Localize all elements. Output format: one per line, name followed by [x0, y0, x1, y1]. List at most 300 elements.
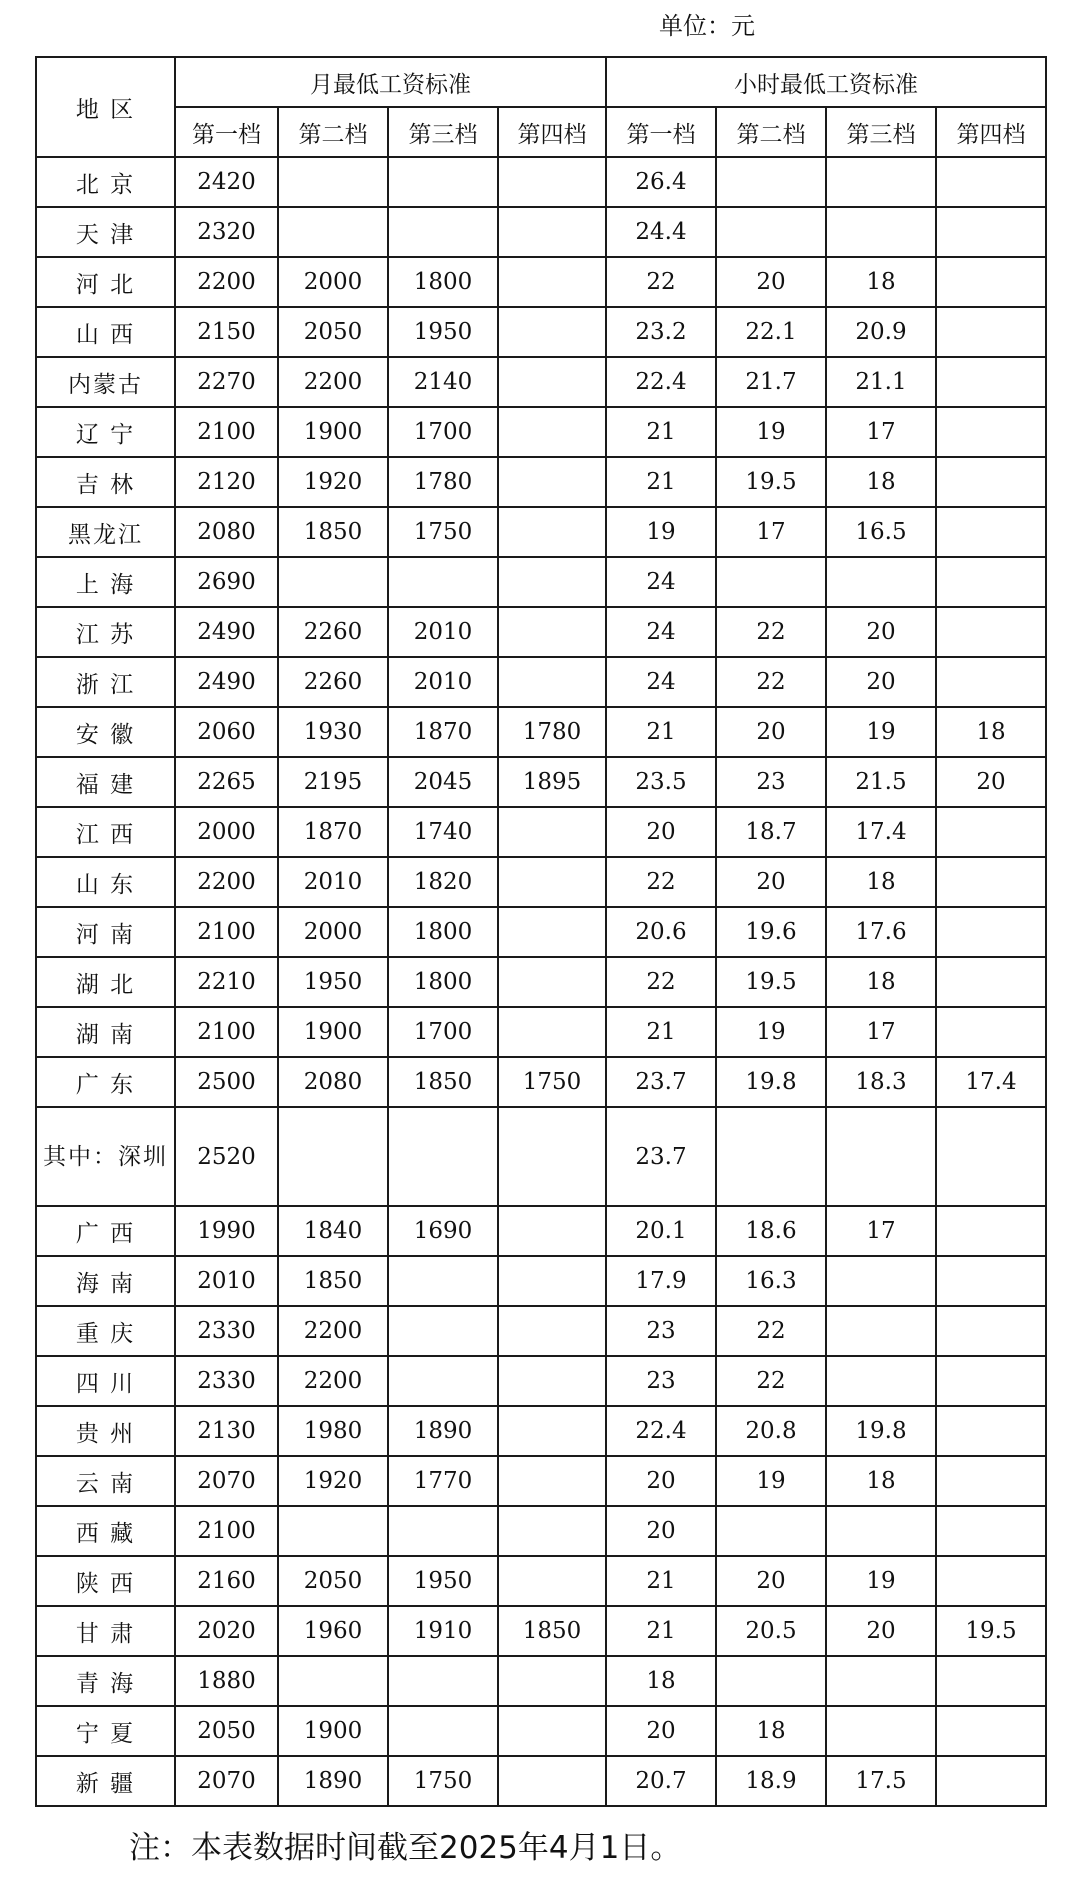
monthly-tier-1-cell: 2690 [175, 557, 278, 607]
hourly-tier-1-cell: 20.7 [606, 1756, 716, 1806]
hourly-tier-2-cell: 16.3 [716, 1256, 826, 1306]
table-row [36, 1556, 1046, 1606]
monthly-tier-2-cell [278, 1107, 388, 1206]
hourly-tier-3-cell: 20 [826, 657, 936, 707]
hourly-tier-3-cell: 17 [826, 1007, 936, 1057]
hourly-tier-2-cell: 18.9 [716, 1756, 826, 1806]
hourly-tier-2-cell: 19 [716, 407, 826, 457]
hourly-tier-2-cell: 20 [716, 707, 826, 757]
hourly-tier-1-cell: 22.4 [606, 1406, 716, 1456]
monthly-tier-3-cell [388, 1656, 498, 1706]
monthly-tier-3-cell: 1870 [388, 707, 498, 757]
hourly-tier-1-cell: 22 [606, 957, 716, 1007]
monthly-tier-2-cell: 1900 [278, 1706, 388, 1756]
hourly-tier-1-cell: 23 [606, 1306, 716, 1356]
hourly-tier-1-cell: 19 [606, 507, 716, 557]
hourly-tier-1-cell: 23.7 [606, 1057, 716, 1107]
monthly-tier-4-cell [498, 407, 606, 457]
hourly-tier-2-cell: 18.6 [716, 1206, 826, 1256]
region-cell: 四 川 [36, 1356, 175, 1406]
table-row [36, 257, 1046, 307]
monthly-tier-4-cell [498, 1406, 606, 1456]
hourly-tier-2-cell [716, 207, 826, 257]
table-row [36, 1057, 1046, 1107]
hourly-tier-4-cell [936, 657, 1046, 707]
monthly-tier-2-cell: 1960 [278, 1606, 388, 1656]
hourly-tier-4-cell [936, 1706, 1046, 1756]
hourly-tier-4-cell [936, 1406, 1046, 1456]
hourly-tier-1-cell: 21 [606, 407, 716, 457]
monthly-tier-2-cell: 2200 [278, 1356, 388, 1406]
monthly-tier-3-cell [388, 1356, 498, 1406]
monthly-tier-4-cell [498, 1506, 606, 1556]
monthly-tier-1-cell: 2160 [175, 1556, 278, 1606]
monthly-tier-2-cell: 2080 [278, 1057, 388, 1107]
hourly-tier-4-cell [936, 1756, 1046, 1806]
hourly-tier-3-cell: 21.5 [826, 757, 936, 807]
hourly-tier-4-cell: 18 [936, 707, 1046, 757]
hourly-tier-1-cell: 21 [606, 1556, 716, 1606]
region-cell: 湖 北 [36, 957, 175, 1007]
monthly-tier-3-cell: 1800 [388, 907, 498, 957]
hourly-tier-4-cell [936, 557, 1046, 607]
monthly-tier-4-cell [498, 257, 606, 307]
monthly-tier-3-cell: 1850 [388, 1057, 498, 1107]
table-row [36, 607, 1046, 657]
hourly-tier-4-cell [936, 457, 1046, 507]
monthly-tier-1-cell: 2330 [175, 1356, 278, 1406]
monthly-tier-3-cell [388, 1256, 498, 1306]
hourly-tier-1-cell: 20 [606, 1456, 716, 1506]
hourly-tier-4-cell: 20 [936, 757, 1046, 807]
hourly-tier-1-cell: 24 [606, 607, 716, 657]
monthly-tier-2-cell: 2000 [278, 907, 388, 957]
hourly-tier-2-cell: 19.5 [716, 457, 826, 507]
monthly-tier-3-cell: 1700 [388, 1007, 498, 1057]
hourly-tier-1-cell: 17.9 [606, 1256, 716, 1306]
monthly-tier-2-cell [278, 207, 388, 257]
hourly-tier-3-cell: 19 [826, 1556, 936, 1606]
region-header: 地 区 [36, 57, 175, 157]
monthly-tier-3-cell: 1800 [388, 257, 498, 307]
hourly-tier-1-cell: 20.1 [606, 1206, 716, 1256]
hourly-tier-3-cell: 21.1 [826, 357, 936, 407]
hourly-tier-2-cell: 17 [716, 507, 826, 557]
monthly-tier-4-cell [498, 807, 606, 857]
region-cell: 其中：深圳 [36, 1107, 175, 1206]
region-cell: 上 海 [36, 557, 175, 607]
hourly-tier-4-cell [936, 1256, 1046, 1306]
hourly-tier-2-cell: 20 [716, 257, 826, 307]
monthly-tier-1-cell: 1880 [175, 1656, 278, 1706]
hourly-tier-4-cell [936, 507, 1046, 557]
hourly-tier-3-cell: 18 [826, 957, 936, 1007]
monthly-tier-3-cell: 1770 [388, 1456, 498, 1506]
hourly-tier-2-cell: 22 [716, 657, 826, 707]
monthly-tier-1-cell: 2270 [175, 357, 278, 407]
region-cell: 山 西 [36, 307, 175, 357]
hourly-tier-1-cell: 20 [606, 1706, 716, 1756]
monthly-tier-2-cell [278, 157, 388, 207]
monthly-tier-2-cell: 2200 [278, 1306, 388, 1356]
monthly-tier-3-cell [388, 1706, 498, 1756]
hourly-tier-4-cell [936, 307, 1046, 357]
monthly-tier-4-cell [498, 157, 606, 207]
hourly-tier-1-cell: 22.4 [606, 357, 716, 407]
hourly-tier-3-cell: 18 [826, 457, 936, 507]
hourly-tier-1-cell: 23.2 [606, 307, 716, 357]
region-cell: 河 北 [36, 257, 175, 307]
monthly-tier-3-cell [388, 1506, 498, 1556]
hourly-tier-2-cell [716, 157, 826, 207]
table-row [36, 1206, 1046, 1256]
table-row [36, 407, 1046, 457]
monthly-tier-3-header: 第三档 [388, 107, 498, 157]
region-cell: 广 东 [36, 1057, 175, 1107]
hourly-tier-3-cell [826, 1306, 936, 1356]
monthly-tier-4-cell [498, 1256, 606, 1306]
monthly-tier-3-cell: 2045 [388, 757, 498, 807]
monthly-tier-1-cell: 2520 [175, 1107, 278, 1206]
monthly-tier-3-cell: 1700 [388, 407, 498, 457]
monthly-tier-1-cell: 2490 [175, 657, 278, 707]
monthly-tier-4-cell [498, 1206, 606, 1256]
monthly-tier-1-cell: 2100 [175, 907, 278, 957]
hourly-tier-2-cell [716, 1656, 826, 1706]
hourly-tier-2-cell: 19.8 [716, 1057, 826, 1107]
region-cell: 甘 肃 [36, 1606, 175, 1656]
monthly-tier-3-cell: 1800 [388, 957, 498, 1007]
hourly-tier-3-cell: 20 [826, 607, 936, 657]
monthly-tier-4-cell [498, 1107, 606, 1206]
monthly-tier-3-cell: 1750 [388, 1756, 498, 1806]
monthly-tier-2-cell: 1920 [278, 1456, 388, 1506]
monthly-tier-4-cell [498, 307, 606, 357]
hourly-tier-4-cell [936, 207, 1046, 257]
monthly-tier-2-cell: 1980 [278, 1406, 388, 1456]
hourly-tier-1-cell: 23.5 [606, 757, 716, 807]
monthly-tier-3-cell: 1750 [388, 507, 498, 557]
monthly-tier-2-cell: 1870 [278, 807, 388, 857]
monthly-tier-4-cell [498, 557, 606, 607]
monthly-tier-1-header: 第一档 [175, 107, 278, 157]
hourly-tier-2-cell: 20.8 [716, 1406, 826, 1456]
monthly-tier-4-cell [498, 657, 606, 707]
monthly-tier-1-cell: 2210 [175, 957, 278, 1007]
region-cell: 海 南 [36, 1256, 175, 1306]
hourly-tier-1-cell: 21 [606, 1606, 716, 1656]
hourly-tier-2-cell [716, 1506, 826, 1556]
hourly-tier-3-cell: 19.8 [826, 1406, 936, 1456]
hourly-tier-3-cell [826, 1356, 936, 1406]
monthly-tier-1-cell: 1990 [175, 1206, 278, 1256]
monthly-tier-3-cell [388, 157, 498, 207]
monthly-tier-4-cell [498, 507, 606, 557]
region-cell: 内蒙古 [36, 357, 175, 407]
region-cell: 江 西 [36, 807, 175, 857]
hourly-tier-1-cell: 22 [606, 857, 716, 907]
hourly-tier-4-cell [936, 1656, 1046, 1706]
table-row [36, 1706, 1046, 1756]
monthly-tier-2-cell: 1900 [278, 1007, 388, 1057]
monthly-tier-4-header: 第四档 [498, 107, 606, 157]
monthly-tier-2-cell: 2050 [278, 307, 388, 357]
hourly-tier-3-cell: 17.5 [826, 1756, 936, 1806]
hourly-tier-2-cell: 19.6 [716, 907, 826, 957]
region-cell: 重 庆 [36, 1306, 175, 1356]
monthly-tier-2-cell: 1920 [278, 457, 388, 507]
region-cell: 浙 江 [36, 657, 175, 707]
table-row [36, 1656, 1046, 1706]
monthly-tier-1-cell: 2050 [175, 1706, 278, 1756]
monthly-tier-2-cell [278, 1506, 388, 1556]
monthly-tier-1-cell: 2130 [175, 1406, 278, 1456]
monthly-tier-4-cell [498, 207, 606, 257]
monthly-tier-2-cell: 2200 [278, 357, 388, 407]
table-row [36, 457, 1046, 507]
table-row [36, 1356, 1046, 1406]
table-body [36, 157, 1046, 1806]
hourly-tier-3-cell [826, 207, 936, 257]
region-cell: 湖 南 [36, 1007, 175, 1057]
monthly-tier-3-cell [388, 1306, 498, 1356]
hourly-tier-1-cell: 24 [606, 657, 716, 707]
hourly-tier-4-cell [936, 907, 1046, 957]
hourly-tier-3-header: 第三档 [826, 107, 936, 157]
hourly-tier-2-cell: 19 [716, 1456, 826, 1506]
region-cell: 吉 林 [36, 457, 175, 507]
table-row [36, 707, 1046, 757]
monthly-tier-2-header: 第二档 [278, 107, 388, 157]
hourly-tier-3-cell: 17 [826, 1206, 936, 1256]
hourly-tier-3-cell [826, 1656, 936, 1706]
table-row [36, 907, 1046, 957]
table-row [36, 207, 1046, 257]
unit-label: 单位：元 [659, 12, 755, 40]
monthly-tier-1-cell: 2080 [175, 507, 278, 557]
monthly-tier-4-cell [498, 907, 606, 957]
header-row-groups [36, 57, 1046, 107]
hourly-tier-2-cell: 19 [716, 1007, 826, 1057]
hourly-tier-1-cell: 20 [606, 1506, 716, 1556]
region-cell: 辽 宁 [36, 407, 175, 457]
monthly-tier-2-cell [278, 1656, 388, 1706]
monthly-tier-1-cell: 2060 [175, 707, 278, 757]
hourly-tier-3-cell: 20.9 [826, 307, 936, 357]
monthly-tier-4-cell [498, 1007, 606, 1057]
monthly-tier-1-cell: 2100 [175, 407, 278, 457]
monthly-tier-3-cell: 1740 [388, 807, 498, 857]
monthly-tier-4-cell [498, 457, 606, 507]
monthly-tier-2-cell: 1930 [278, 707, 388, 757]
region-cell: 黑龙江 [36, 507, 175, 557]
monthly-tier-3-cell: 1910 [388, 1606, 498, 1656]
monthly-tier-3-cell: 1890 [388, 1406, 498, 1456]
hourly-tier-2-cell: 18 [716, 1706, 826, 1756]
monthly-tier-1-cell: 2150 [175, 307, 278, 357]
hourly-tier-3-cell [826, 1506, 936, 1556]
region-cell: 陕 西 [36, 1556, 175, 1606]
hourly-tier-4-cell [936, 857, 1046, 907]
hourly-tier-4-cell [936, 157, 1046, 207]
monthly-tier-3-cell: 2010 [388, 607, 498, 657]
table-row [36, 307, 1046, 357]
monthly-tier-3-cell [388, 1107, 498, 1206]
hourly-tier-2-cell: 22 [716, 1356, 826, 1406]
monthly-tier-3-cell: 1690 [388, 1206, 498, 1256]
monthly-tier-2-cell: 1840 [278, 1206, 388, 1256]
hourly-tier-4-cell [936, 1456, 1046, 1506]
monthly-tier-4-cell [498, 1756, 606, 1806]
monthly-tier-2-cell [278, 557, 388, 607]
region-cell: 广 西 [36, 1206, 175, 1256]
region-cell: 北 京 [36, 157, 175, 207]
monthly-tier-4-cell [498, 1706, 606, 1756]
monthly-tier-4-cell [498, 1356, 606, 1406]
monthly-tier-4-cell: 1850 [498, 1606, 606, 1656]
hourly-tier-3-cell: 18.3 [826, 1057, 936, 1107]
hourly-tier-3-cell: 17.6 [826, 907, 936, 957]
table-row [36, 1756, 1046, 1806]
table-row [36, 857, 1046, 907]
hourly-tier-2-cell: 20 [716, 857, 826, 907]
hourly-tier-3-cell: 18 [826, 1456, 936, 1506]
hourly-tier-1-cell: 24.4 [606, 207, 716, 257]
monthly-tier-3-cell: 1780 [388, 457, 498, 507]
hourly-tier-4-cell [936, 1107, 1046, 1206]
hourly-tier-3-cell [826, 157, 936, 207]
hourly-tier-4-cell: 17.4 [936, 1057, 1046, 1107]
monthly-tier-1-cell: 2265 [175, 757, 278, 807]
table-row [36, 657, 1046, 707]
footnote: 注：本表数据时间截至2025年4月1日。 [129, 1830, 682, 1866]
hourly-tier-3-cell [826, 1107, 936, 1206]
table-row [36, 507, 1046, 557]
hourly-tier-4-cell [936, 1556, 1046, 1606]
hourly-tier-2-cell: 22.1 [716, 307, 826, 357]
table-row [36, 1506, 1046, 1556]
table-row [36, 757, 1046, 807]
hourly-tier-1-cell: 21 [606, 707, 716, 757]
region-cell: 新 疆 [36, 1756, 175, 1806]
monthly-tier-3-cell [388, 557, 498, 607]
monthly-tier-1-cell: 2070 [175, 1756, 278, 1806]
monthly-tier-2-cell: 1850 [278, 1256, 388, 1306]
hourly-tier-4-cell [936, 807, 1046, 857]
hourly-tier-3-cell: 17 [826, 407, 936, 457]
region-cell: 天 津 [36, 207, 175, 257]
hourly-tier-2-cell: 23 [716, 757, 826, 807]
monthly-tier-2-cell: 2260 [278, 657, 388, 707]
monthly-tier-1-cell: 2000 [175, 807, 278, 857]
header-row-tiers [36, 107, 1046, 157]
monthly-tier-2-cell: 2000 [278, 257, 388, 307]
monthly-tier-4-cell [498, 1456, 606, 1506]
table-row [36, 357, 1046, 407]
hourly-tier-1-cell: 23.7 [606, 1107, 716, 1206]
hourly-tier-4-cell [936, 357, 1046, 407]
hourly-tier-4-cell [936, 957, 1046, 1007]
monthly-tier-2-cell: 1850 [278, 507, 388, 557]
monthly-tier-1-cell: 2010 [175, 1256, 278, 1306]
region-cell: 山 东 [36, 857, 175, 907]
monthly-tier-1-cell: 2420 [175, 157, 278, 207]
monthly-tier-4-cell [498, 357, 606, 407]
monthly-tier-4-cell [498, 1556, 606, 1606]
monthly-tier-4-cell [498, 957, 606, 1007]
monthly-tier-3-cell [388, 207, 498, 257]
monthly-tier-1-cell: 2100 [175, 1007, 278, 1057]
monthly-tier-4-cell [498, 857, 606, 907]
region-cell: 福 建 [36, 757, 175, 807]
table-row [36, 1107, 1046, 1206]
hourly-tier-2-cell: 22 [716, 607, 826, 657]
monthly-tier-1-cell: 2490 [175, 607, 278, 657]
hourly-tier-3-cell: 19 [826, 707, 936, 757]
monthly-tier-2-cell: 1890 [278, 1756, 388, 1806]
hourly-tier-3-cell [826, 1256, 936, 1306]
region-cell: 河 南 [36, 907, 175, 957]
hourly-tier-1-cell: 22 [606, 257, 716, 307]
monthly-tier-1-cell: 2330 [175, 1306, 278, 1356]
monthly-tier-1-cell: 2020 [175, 1606, 278, 1656]
hourly-tier-1-cell: 18 [606, 1656, 716, 1706]
table-row [36, 807, 1046, 857]
hourly-tier-4-cell [936, 1356, 1046, 1406]
hourly-tier-4-cell [936, 1306, 1046, 1356]
hourly-group-header: 小时最低工资标准 [606, 57, 1046, 107]
monthly-tier-4-cell: 1780 [498, 707, 606, 757]
monthly-tier-2-cell: 2010 [278, 857, 388, 907]
table-row [36, 1256, 1046, 1306]
monthly-tier-2-cell: 1900 [278, 407, 388, 457]
monthly-tier-2-cell: 1950 [278, 957, 388, 1007]
table-row [36, 1406, 1046, 1456]
region-cell: 云 南 [36, 1456, 175, 1506]
monthly-tier-1-cell: 2200 [175, 857, 278, 907]
monthly-tier-4-cell: 1750 [498, 1057, 606, 1107]
hourly-tier-2-cell: 22 [716, 1306, 826, 1356]
monthly-tier-2-cell: 2050 [278, 1556, 388, 1606]
monthly-tier-3-cell: 2010 [388, 657, 498, 707]
hourly-tier-1-cell: 20.6 [606, 907, 716, 957]
hourly-tier-1-cell: 23 [606, 1356, 716, 1406]
hourly-tier-2-cell: 20 [716, 1556, 826, 1606]
region-cell: 贵 州 [36, 1406, 175, 1456]
hourly-tier-3-cell: 16.5 [826, 507, 936, 557]
region-cell: 江 苏 [36, 607, 175, 657]
hourly-tier-2-cell: 20.5 [716, 1606, 826, 1656]
hourly-tier-4-cell [936, 257, 1046, 307]
hourly-tier-1-cell: 20 [606, 807, 716, 857]
region-cell: 西 藏 [36, 1506, 175, 1556]
monthly-tier-1-cell: 2100 [175, 1506, 278, 1556]
monthly-group-header: 月最低工资标准 [175, 57, 606, 107]
hourly-tier-4-cell: 19.5 [936, 1606, 1046, 1656]
table-row [36, 1606, 1046, 1656]
monthly-tier-1-cell: 2320 [175, 207, 278, 257]
table-row [36, 557, 1046, 607]
monthly-tier-3-cell: 2140 [388, 357, 498, 407]
hourly-tier-1-cell: 21 [606, 1007, 716, 1057]
hourly-tier-1-cell: 24 [606, 557, 716, 607]
hourly-tier-3-cell [826, 557, 936, 607]
hourly-tier-4-header: 第四档 [936, 107, 1046, 157]
monthly-tier-2-cell: 2195 [278, 757, 388, 807]
hourly-tier-1-header: 第一档 [606, 107, 716, 157]
hourly-tier-4-cell [936, 1007, 1046, 1057]
monthly-tier-1-cell: 2120 [175, 457, 278, 507]
